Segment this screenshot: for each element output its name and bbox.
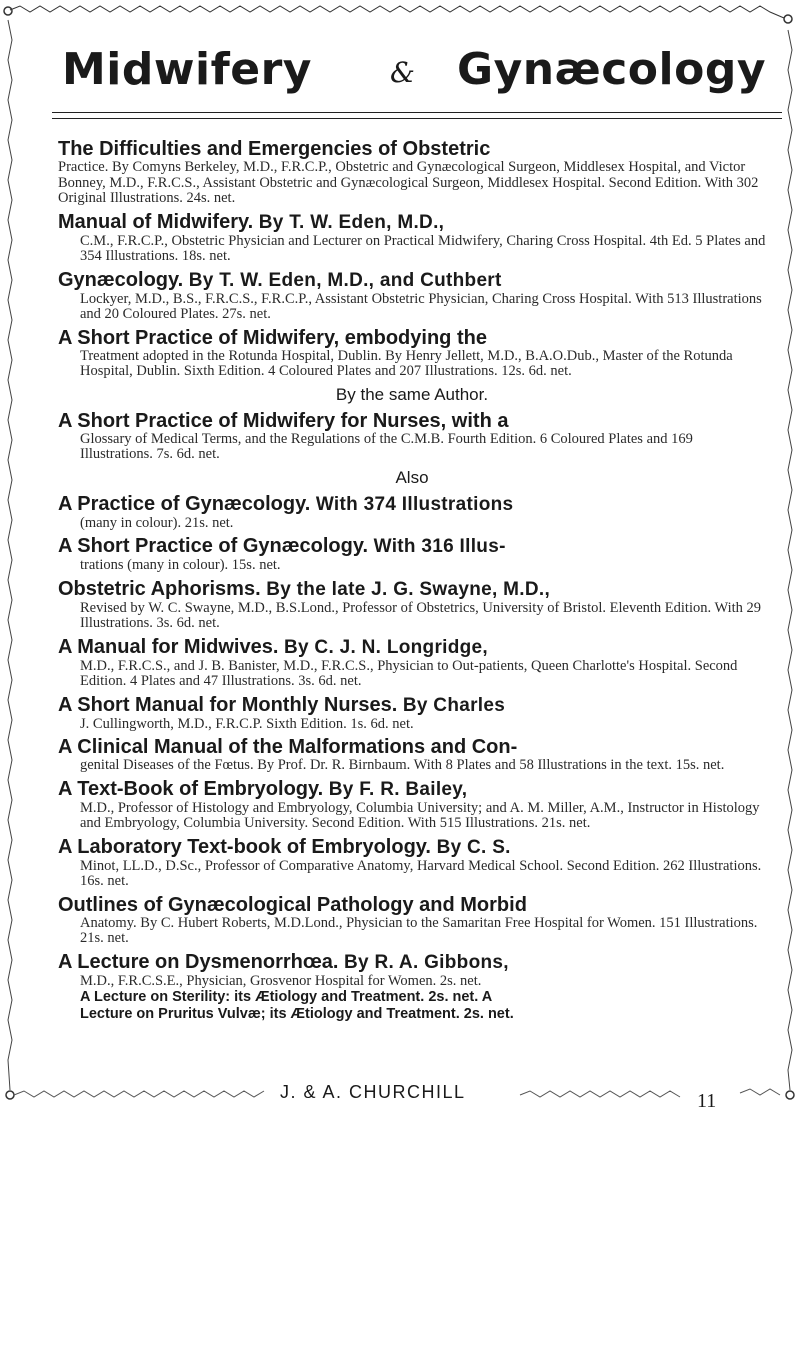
book-list [58,138,766,1027]
book-author: With 316 Illus- [373,536,506,557]
book-author: With 374 Illustrations [315,493,514,515]
book-description: Treatment adopted in the Rotunda Hospital, Dublin. By Henry Jellett, M.D., B.A.O.Dub., Master of the Rotunda Hospital, Dublin. Sixth Edition. 4 Coloured Plates and 207 Illustrations. 12s. 6d. net. [80,347,733,379]
book-entry [58,269,766,323]
left-border-ornament [0,0,30,1348]
book-entry [58,836,766,890]
book-description: Glossary of Medical Terms, and the Regulations of the C.M.B. Fourth Edition. 6 Coloured Plates and 169 Illustrations. 7s. 6d. net. [80,430,693,462]
book-author: By Charles [402,694,506,716]
also-label: Also [395,467,429,487]
book-description: Revised by W. C. Swayne, M.D., B.S.Lond., Professor of Obstetrics, University of Bristol. Eleventh Edition. With 29 Illustrations. 3s. 6d. net. [80,599,762,631]
book-title-line [58,269,766,292]
book-title-line [58,493,766,516]
book-author: By T. W. Eden, M.D., and Cuthbert [188,269,502,291]
page-header [52,44,782,124]
book-description: J. Cullingworth, M.D., F.R.C.P. Sixth Edition. 1s. 6d. net. [80,715,414,732]
book-entry [58,636,766,690]
book-description: C.M., F.R.C.P., Obstetric Physician and Lecturer on Practical Midwifery, Charing Cross Hospital. 4th Ed. 5 Plates and 354 Illustrations. 18s. net. [80,232,766,264]
book-title-line [58,694,766,717]
book-description: M.D., F.R.C.S.E., Physician, Grosvenor Hospital for Women. 2s. net. [80,972,482,989]
book-author: By C. J. N. Longridge, [283,636,488,658]
book-title: Obstetric Aphorisms. [58,577,261,600]
page-number: 11 [697,1090,717,1112]
book-title: A Short Practice of Gynæcology. [58,535,369,557]
book-title: A Lecture on Dysmenorrhœa. [58,950,339,973]
book-entry [58,535,766,574]
book-title: A Practice of Gynæcology. [58,492,311,515]
book-author: By C. S. [436,836,511,858]
book-entry [58,694,766,733]
book-title: A Clinical Manual of the Malformations and Con- [58,736,518,758]
book-title: A Text-Book of Embryology. [58,777,324,800]
book-title-line [58,535,766,558]
book-entry [58,327,766,380]
book-description: genital Diseases of the Fœtus. By Prof. Dr. R. Birnbaum. With 8 Plates and 58 Illustrations in the text. 15s. net. [80,757,725,773]
related-lecture-line: Lecture on Pruritus Vulvæ; its Ætiology and Treatment. 2s. net. [80,1006,514,1022]
book-title-line [58,578,766,601]
book-entry [58,410,766,463]
book-title-line [58,836,766,859]
book-title-line [58,636,766,659]
book-title: Gynæcology. [58,268,184,291]
header-midwifery: Midwifery [62,44,312,95]
book-title: Outlines of Gynæcological Pathology and Morbid [58,893,527,916]
book-entry [58,578,766,632]
header-rule-top [52,112,782,113]
publisher-imprint: J. & A. CHURCHILL [280,1082,466,1102]
book-entry [58,736,766,774]
book-title-line [58,951,766,974]
by-same-author-label: By the same Author. [335,384,489,404]
book-entry [58,211,766,265]
book-title-line [58,778,766,801]
book-description: Minot, LL.D., D.Sc., Professor of Comparative Anatomy, Harvard Medical School. Second Edition. 262 Illustrations. 16s. net. [80,857,762,889]
book-description: trations (many in colour). 15s. net. [80,557,281,573]
header-gynaecology: Gynæcology [457,44,767,95]
book-description: Anatomy. By C. Hubert Roberts, M.D.Lond., Physician to the Samaritan Free Hospital for Women. 151 Illustrations. 21s. net. [80,914,758,946]
book-entry [58,894,766,947]
book-description: (many in colour). 21s. net. [80,514,234,531]
book-entry [58,138,766,207]
book-title: A Short Manual for Monthly Nurses. [58,693,398,716]
related-lecture-line: A Lecture on Sterility: its Ætiology and Treatment. 2s. net. A [80,989,493,1005]
book-description: Practice. By Comyns Berkeley, M.D., F.R.C.P., Obstetric and Gynæcological Surgeon, Middlesex Hospital, and Victor Bonney, M.D., F.R.C.S., Assistant Obstetric and Gynæcological Surgeon, Middlesex Hospital. Second Edition. With 302 Original Illustrations. 24s. net. [58,159,759,206]
book-title: The Difficulties and Emergencies of Obstetric [58,138,491,160]
book-author: By the late J. G. Swayne, M.D., [266,578,551,600]
book-description: M.D., F.R.C.S., and J. B. Banister, M.D., F.R.C.S., Physician to Out-patients, Queen Charlotte's Hospital. Second Edition. 4 Plates and 47 Illustrations. 3s. 6d. net. [80,657,738,689]
right-border-ornament [770,0,800,1348]
book-author: By R. A. Gibbons, [343,951,509,973]
header-rule-bottom [52,118,782,119]
book-entry [58,778,766,832]
book-title: A Manual for Midwives. [58,635,279,658]
book-title: A Short Practice of Midwifery for Nurses, with a [58,409,509,432]
book-author: By F. R. Bailey, [328,778,468,800]
book-title: Manual of Midwifery. [58,210,254,233]
book-entry [58,951,766,1024]
book-description: M.D., Professor of Histology and Embryology, Columbia University; and A. M. Miller, A.M., Instructor in Histology and Embryology, Columbia University. Second Edition. With 515 Illustrations. 21s. net. [80,799,760,831]
book-author: By T. W. Eden, M.D., [258,211,445,233]
book-title-line [58,211,766,234]
book-entry [58,493,766,532]
header-ampersand: & [390,56,415,89]
book-title: A Laboratory Text-book of Embryology. [58,835,431,858]
book-title: A Short Practice of Midwifery, embodying the [58,326,487,349]
book-description: Lockyer, M.D., B.S., F.R.C.S., F.R.C.P., Assistant Obstetric Physician, Charing Cross Hospital. With 513 Illustrations and 20 Coloured Plates. 27s. net. [80,290,762,322]
top-border-ornament [0,0,800,30]
